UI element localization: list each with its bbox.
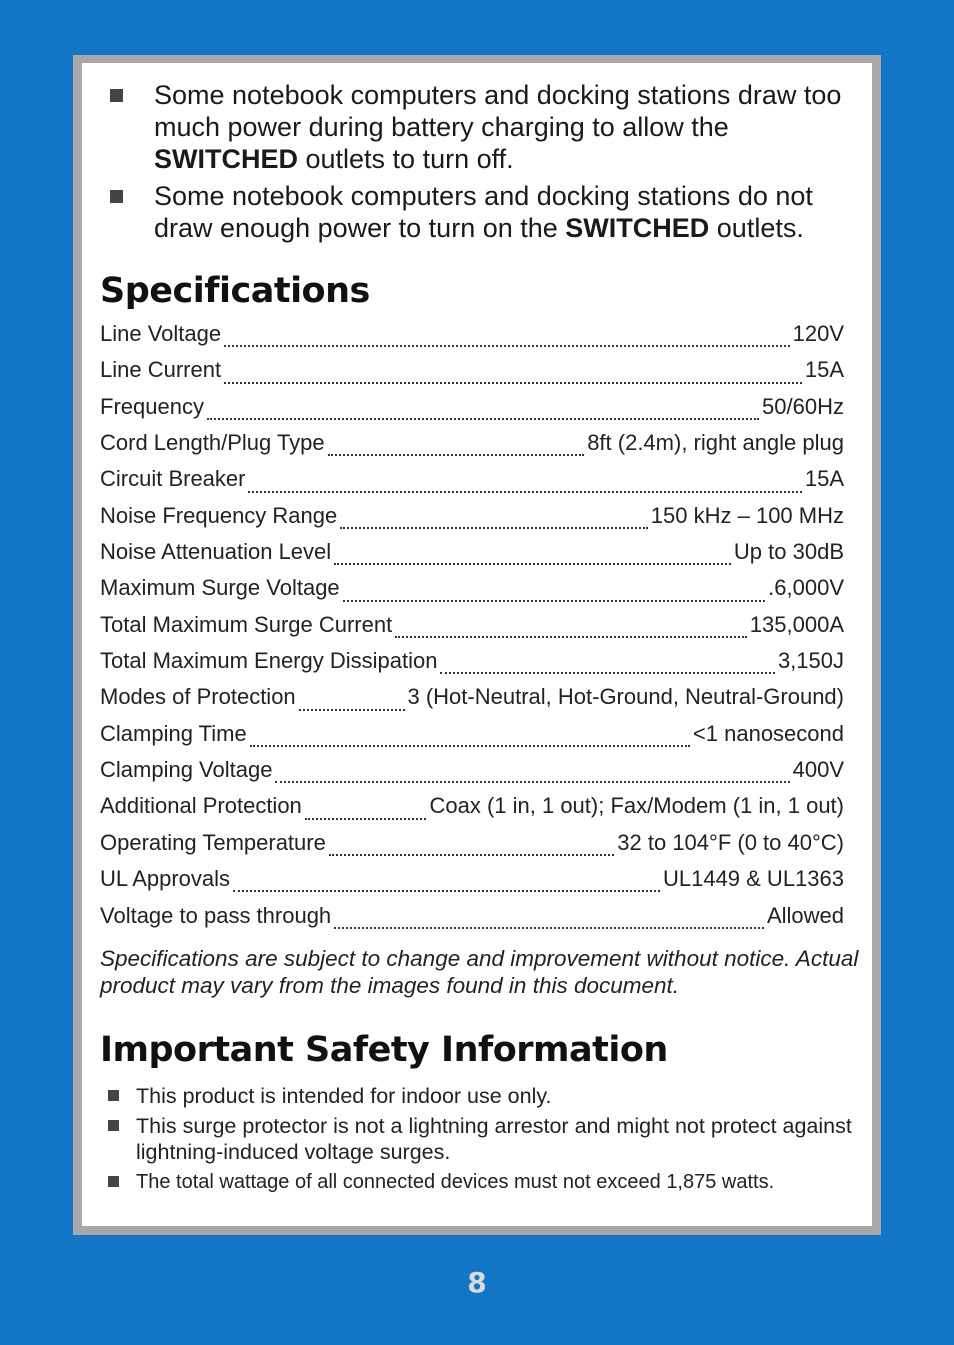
dot-leader xyxy=(250,745,690,747)
spec-label: Line Current xyxy=(100,357,222,383)
spec-label: Cord Length/Plug Type xyxy=(100,430,325,456)
dot-leader xyxy=(329,854,614,856)
content-panel xyxy=(82,63,872,1226)
dot-leader xyxy=(440,672,774,674)
safety-heading: Important Safety Information xyxy=(100,1030,668,1070)
spec-row xyxy=(100,648,844,684)
spec-row xyxy=(100,430,844,466)
spec-value: 120V xyxy=(792,321,844,346)
dot-leader xyxy=(340,527,648,529)
dot-leader xyxy=(275,781,789,783)
dot-leader xyxy=(233,890,660,892)
spec-row xyxy=(100,575,844,611)
list-item: Some notebook computers and docking stations do not draw enough power to turn on the SWITCHED outlets. xyxy=(82,180,872,244)
spec-row xyxy=(100,503,844,539)
dot-leader xyxy=(305,818,427,820)
spec-label: Total Maximum Surge Current xyxy=(100,611,393,637)
square-bullet-icon xyxy=(110,190,123,203)
spec-row xyxy=(100,793,844,829)
spec-row xyxy=(100,757,844,793)
list-item: The total wattage of all connected devices must not exceed 1,875 watts. xyxy=(82,1169,872,1195)
spec-label: Additional Protection xyxy=(100,793,302,819)
spec-disclaimer: Specifications are subject to change and improvement without notice. Actual product may vary from the images found in this document. xyxy=(100,946,859,998)
square-bullet-icon xyxy=(108,1120,119,1131)
list-item: This surge protector is not a lightning arrestor and might not protect against lightning-induced voltage surges. xyxy=(82,1113,872,1165)
spec-row xyxy=(100,830,844,866)
spec-value: <1 nanosecond xyxy=(692,720,844,746)
square-bullet-icon xyxy=(110,89,123,102)
spec-row xyxy=(100,684,844,720)
spec-label: Maximum Surge Voltage xyxy=(100,575,340,601)
spec-table xyxy=(100,321,844,939)
specifications-heading: Specifications xyxy=(100,271,370,311)
dot-leader xyxy=(224,345,790,347)
spec-row xyxy=(100,357,844,393)
spec-label: Modes of Protection xyxy=(100,684,296,710)
spec-label: Clamping Time xyxy=(100,720,247,746)
dot-leader xyxy=(207,418,759,420)
dot-leader xyxy=(334,927,764,929)
spec-value: UL1449 & UL1363 xyxy=(662,866,844,892)
spec-value: 150 kHz – 100 MHz xyxy=(650,502,844,528)
spec-value: 50/60Hz xyxy=(762,393,844,419)
spec-row xyxy=(100,394,844,430)
spec-row xyxy=(100,721,844,757)
spec-label: Noise Attenuation Level xyxy=(100,539,332,565)
spec-label: Frequency xyxy=(100,393,204,419)
spec-row xyxy=(100,903,844,939)
spec-value: .6,000V xyxy=(768,575,844,601)
spec-value: Allowed xyxy=(766,902,844,928)
square-bullet-icon xyxy=(108,1090,119,1101)
spec-value: 400V xyxy=(792,757,844,783)
spec-label: Circuit Breaker xyxy=(100,466,246,492)
spec-value: 32 to 104°F (0 to 40°C) xyxy=(617,829,844,855)
list-item: Some notebook computers and docking stations draw too much power during battery charging to allow the SWITCHED outlets to turn off. xyxy=(82,79,872,175)
spec-label: Voltage to pass through xyxy=(100,902,332,928)
safety-list xyxy=(82,1083,872,1199)
dot-leader xyxy=(224,382,802,384)
spec-value: 3 (Hot-Neutral, Hot-Ground, Neutral-Ground) xyxy=(407,684,844,710)
spec-value: Up to 30dB xyxy=(733,539,844,565)
top-bullet-list xyxy=(82,79,872,249)
spec-row xyxy=(100,866,844,902)
spec-value: Coax (1 in, 1 out); Fax/Modem (1 in, 1 out) xyxy=(429,793,844,819)
spec-value: 15A xyxy=(804,466,844,492)
spec-value: 15A xyxy=(804,357,844,383)
dot-leader xyxy=(328,454,585,456)
spec-label: Clamping Voltage xyxy=(100,757,273,783)
spec-row xyxy=(100,539,844,575)
spec-row xyxy=(100,466,844,502)
dot-leader xyxy=(248,491,801,493)
spec-label: UL Approvals xyxy=(100,866,231,892)
dot-leader xyxy=(395,636,747,638)
dot-leader xyxy=(299,709,405,711)
spec-row xyxy=(100,612,844,648)
list-item: This product is intended for indoor use only. xyxy=(82,1083,872,1109)
spec-value: 3,150J xyxy=(777,648,844,674)
spec-label: Operating Temperature xyxy=(100,829,326,855)
page-number: 8 xyxy=(467,1266,487,1299)
spec-row xyxy=(100,321,844,357)
dot-leader xyxy=(343,600,765,602)
spec-label: Line Voltage xyxy=(100,321,222,346)
spec-value: 135,000A xyxy=(749,611,844,637)
square-bullet-icon xyxy=(108,1176,119,1187)
spec-label: Total Maximum Energy Dissipation xyxy=(100,648,438,674)
spec-value: 8ft (2.4m), right angle plug xyxy=(587,430,844,456)
spec-label: Noise Frequency Range xyxy=(100,502,338,528)
dot-leader xyxy=(334,563,731,565)
